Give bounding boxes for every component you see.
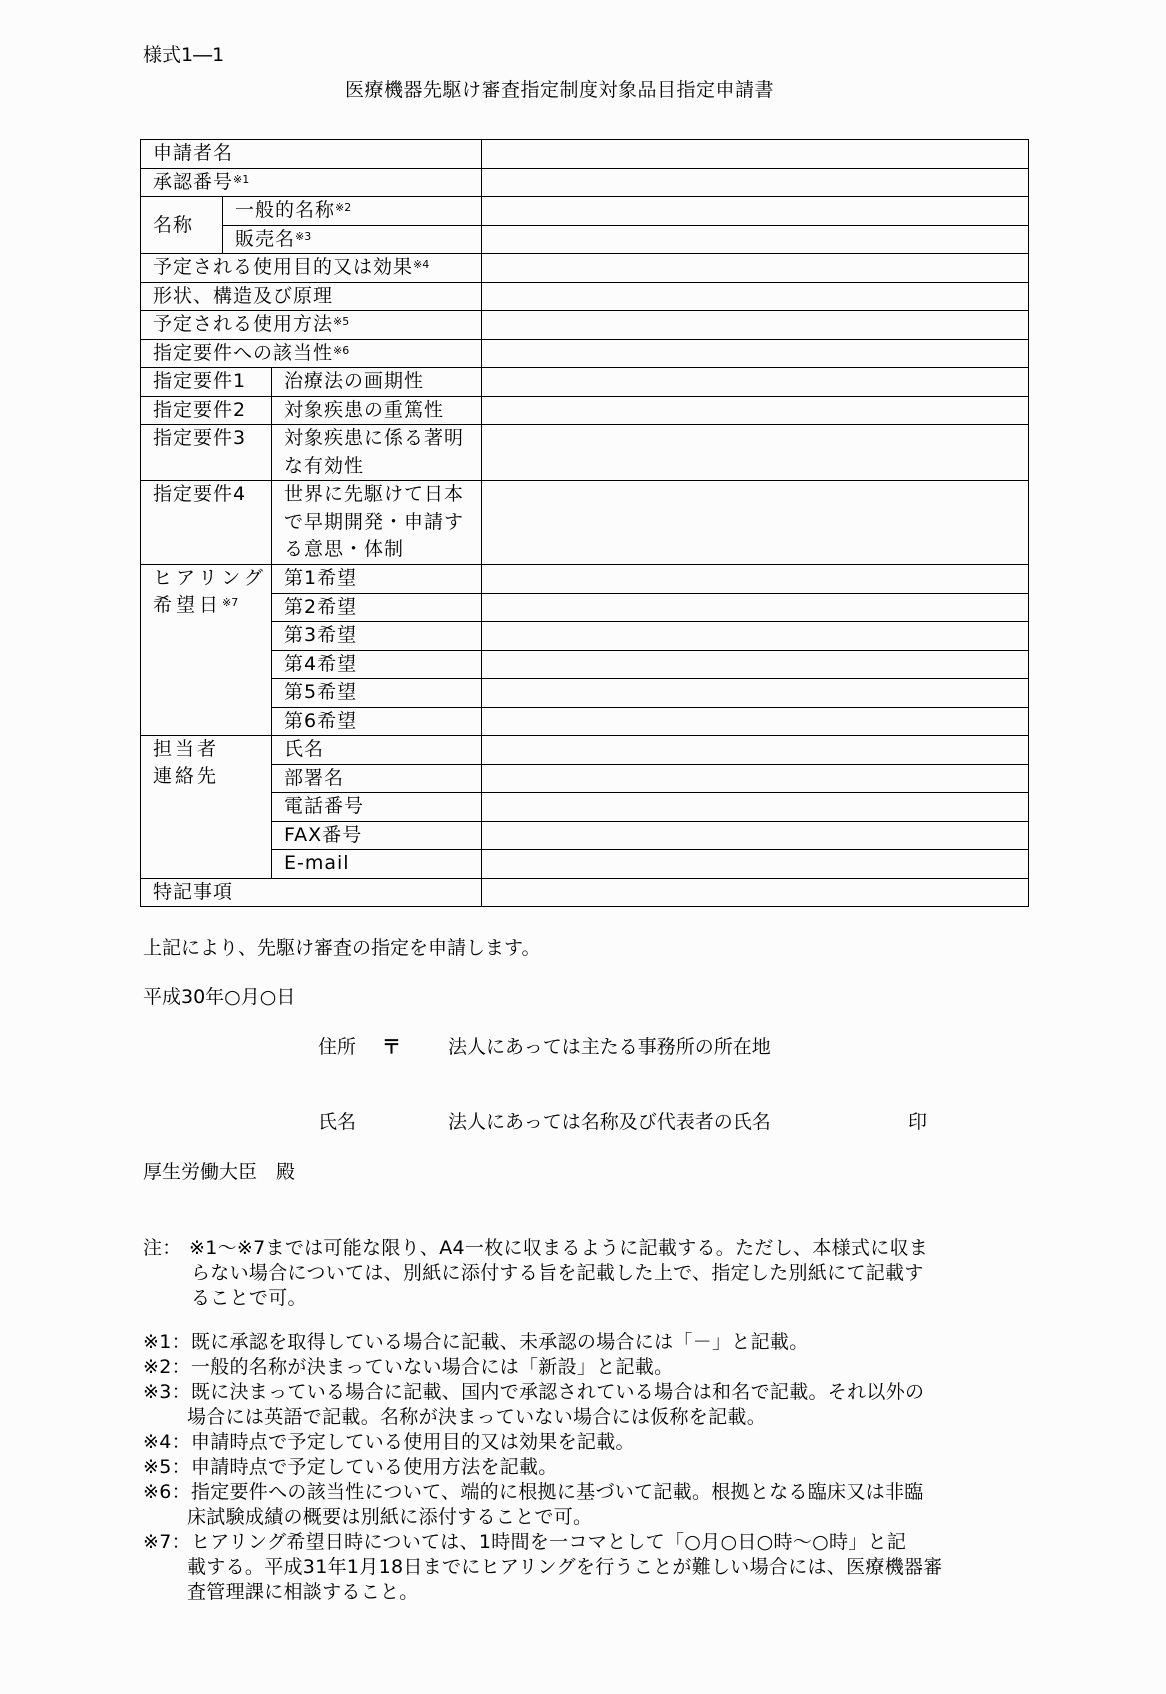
hearing-pref-3-label: 第3希望 — [272, 622, 482, 651]
row-hearing-6 — [141, 707, 1029, 736]
footnote-5: ※5：申請時点で予定している使用方法を記載。 — [143, 1456, 558, 1478]
brand-name-field[interactable] — [482, 225, 1029, 254]
contact-phone-field[interactable] — [482, 793, 1029, 822]
document-title: 医療機器先駆け審査指定制度対象品目指定申請書 — [345, 79, 775, 101]
requirement-1-desc: 治療法の画期性 — [272, 368, 482, 397]
brand-name-label: 販売名$^{※3}$ — [223, 225, 482, 254]
row-requirement-2 — [141, 396, 1029, 425]
requirements-applicability-field[interactable] — [482, 339, 1029, 368]
footnote-7: ※7：ヒアリング希望日時については、1時間を一コマとして「○月○日○時～○時」と記 載する。平成31年1月18日までにヒアリングを行うことが難しい場合には、医療機器審 査管理課に相談すること。 — [143, 1531, 943, 1603]
hearing-pref-1-label: 第1希望 — [272, 565, 482, 594]
row-requirement-3 — [141, 425, 1029, 481]
postal-mark-icon: 〒 — [382, 1036, 402, 1058]
contact-fax-label: FAX番号 — [272, 821, 482, 850]
row-hearing-4 — [141, 650, 1029, 679]
form-id: 様式1―1 — [143, 44, 225, 66]
requirement-2-desc: 対象疾患の重篤性 — [272, 396, 482, 425]
requirement-3-label: 指定要件3 — [141, 425, 272, 481]
note-line-2: らない場合については、別紙に添付する旨を記載した上で、指定した別紙にて記載す — [191, 1262, 924, 1284]
footnote-ref: ※7 — [222, 596, 239, 609]
contact-label-line1: 担当者 — [153, 738, 220, 760]
contact-email-field[interactable] — [482, 850, 1029, 879]
row-general-name — [141, 197, 1029, 226]
requirement-2-label: 指定要件2 — [141, 396, 272, 425]
row-brand-name — [141, 225, 1029, 254]
addressee: 厚生労働大臣 殿 — [143, 1161, 296, 1183]
application-date: 平成30年○月○日 — [143, 986, 296, 1008]
hearing-pref-5-field[interactable] — [482, 679, 1029, 708]
footnote-1: ※1：既に承認を取得している場合に記載、未承認の場合には「－」と記載。 — [143, 1331, 809, 1353]
address-hint: 法人にあっては主たる事務所の所在地 — [448, 1036, 771, 1058]
footnote-6: ※6：指定要件への該当性について、端的に根拠に基づいて記載。根拠となる臨床又は非臨 床試験成績の概要は別紙に添付することで可。 — [143, 1481, 924, 1528]
footnote-2: ※2：一般的名称が決まっていない場合には「新設」と記載。 — [143, 1356, 674, 1378]
footnote-ref: ※5 — [333, 315, 350, 328]
contact-phone-label: 電話番号 — [272, 793, 482, 822]
row-special-notes — [141, 878, 1029, 907]
footnotes-list — [143, 1330, 1033, 1605]
row-contact-fax — [141, 821, 1029, 850]
footnote-ref: ※6 — [333, 343, 350, 357]
intended-use-label: 予定される使用目的又は効果$^{※4}$ — [141, 254, 482, 283]
shape-structure-field[interactable] — [482, 282, 1029, 311]
requirement-3-desc: 対象疾患に係る著明な有効性 — [272, 425, 482, 481]
general-name-label: 一般的名称$^{※2}$ — [223, 197, 482, 226]
note-prefix: 注： — [143, 1237, 182, 1259]
row-hearing-2 — [141, 593, 1029, 622]
row-usage-method — [141, 311, 1029, 340]
hearing-pref-5-label: 第5希望 — [272, 679, 482, 708]
requirement-1-field[interactable] — [482, 368, 1029, 397]
row-intended-use — [141, 254, 1029, 283]
approval-number-label: 承認番号$^{※1}$ — [141, 168, 482, 197]
hearing-label-line2: 希望日$^{※7}$ — [153, 594, 239, 616]
main-note — [143, 1236, 1033, 1311]
footnote-4: ※4：申請時点で予定している使用目的又は効果を記載。 — [143, 1431, 635, 1453]
row-hearing-5 — [141, 679, 1029, 708]
requirement-4-label: 指定要件4 — [141, 481, 272, 565]
row-requirement-1 — [141, 368, 1029, 397]
hearing-pref-4-label: 第4希望 — [272, 650, 482, 679]
contact-dept-field[interactable] — [482, 764, 1029, 793]
application-form-table — [140, 139, 1029, 907]
row-hearing-1 — [141, 565, 1029, 594]
declaration-text: 上記により、先駆け審査の指定を申請します。 — [143, 937, 541, 959]
contact-email-label: E-mail — [272, 850, 482, 879]
special-notes-label: 特記事項 — [141, 878, 482, 907]
footnote-ref: ※1 — [233, 172, 250, 186]
requirements-applicability-label: 指定要件への該当性$^{※6}$ — [141, 339, 482, 368]
requirement-2-field[interactable] — [482, 396, 1029, 425]
requirement-4-field[interactable] — [482, 481, 1029, 565]
footnote-ref: ※2 — [335, 201, 352, 214]
general-name-field[interactable] — [482, 197, 1029, 226]
applicant-name-field[interactable] — [482, 140, 1029, 169]
contact-dept-label: 部署名 — [272, 764, 482, 793]
approval-number-field[interactable] — [482, 168, 1029, 197]
row-requirement-4 — [141, 481, 1029, 565]
row-contact-name — [141, 736, 1029, 765]
hearing-pref-6-label: 第6希望 — [272, 707, 482, 736]
shape-structure-label: 形状、構造及び原理 — [141, 282, 482, 311]
intended-use-field[interactable] — [482, 254, 1029, 283]
signer-label: 氏名 — [318, 1111, 357, 1133]
row-approval-number — [141, 168, 1029, 197]
row-contact-phone — [141, 793, 1029, 822]
usage-method-label: 予定される使用方法$^{※5}$ — [141, 311, 482, 340]
hearing-pref-2-label: 第2希望 — [272, 593, 482, 622]
row-contact-dept — [141, 764, 1029, 793]
name-label: 名称 — [141, 197, 223, 254]
address-label: 住所 — [318, 1036, 357, 1058]
requirement-1-label: 指定要件1 — [141, 368, 272, 397]
row-requirements-applicability — [141, 339, 1029, 368]
requirement-3-field[interactable] — [482, 425, 1029, 481]
special-notes-field[interactable] — [482, 878, 1029, 907]
contact-name-label: 氏名 — [272, 736, 482, 765]
seal-mark: 印 — [908, 1111, 928, 1133]
hearing-label-line1: ヒアリング — [153, 567, 267, 589]
row-applicant-name — [141, 140, 1029, 169]
usage-method-field[interactable] — [482, 311, 1029, 340]
footnote-ref: ※4 — [413, 258, 430, 271]
note-line-3: ることで可。 — [191, 1287, 307, 1309]
requirement-4-desc: 世界に先駆けて日本で早期開発・申請する意思・体制 — [272, 481, 482, 565]
hearing-pref-6-field[interactable] — [482, 707, 1029, 736]
hearing-pref-4-field[interactable] — [482, 650, 1029, 679]
contact-label-line2: 連絡先 — [153, 765, 220, 787]
note-line-1: ※1～※7までは可能な限り、A4一枚に収まるように記載する。ただし、本様式に収ま — [189, 1237, 929, 1259]
hearing-pref-3-field[interactable] — [482, 622, 1029, 651]
row-shape-structure — [141, 282, 1029, 311]
footnote-3: ※3：既に決まっている場合に記載、国内で承認されている場合は和名で記載。それ以外の 場合には英語で記載。名称が決まっていない場合には仮称を記載。 — [143, 1381, 925, 1428]
row-contact-email — [141, 850, 1029, 879]
signer-hint: 法人にあっては名称及び代表者の氏名 — [448, 1111, 771, 1133]
contact-label — [141, 736, 272, 879]
hearing-label — [141, 565, 272, 736]
hearing-pref-2-field[interactable] — [482, 593, 1029, 622]
hearing-pref-1-field[interactable] — [482, 565, 1029, 594]
applicant-name-label: 申請者名 — [141, 140, 482, 169]
footnote-ref: ※3 — [295, 229, 312, 243]
contact-fax-field[interactable] — [482, 821, 1029, 850]
row-hearing-3 — [141, 622, 1029, 651]
contact-name-field[interactable] — [482, 736, 1029, 765]
